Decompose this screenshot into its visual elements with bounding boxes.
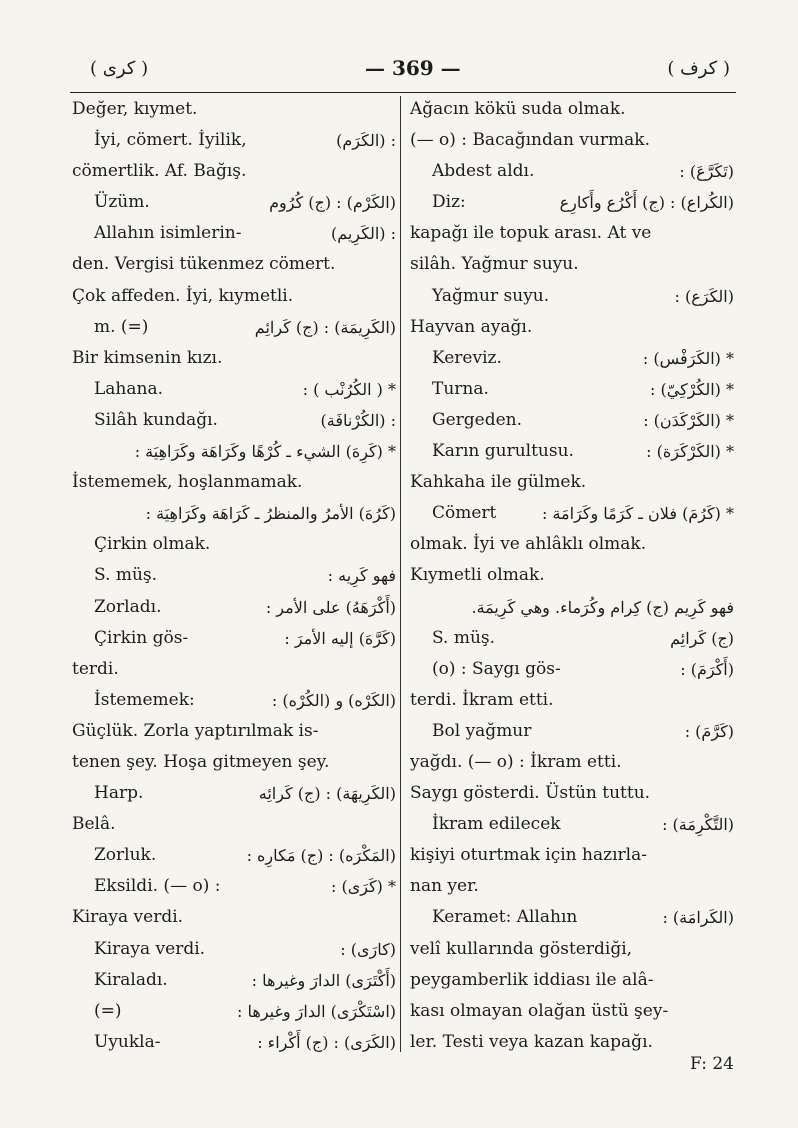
header-rule <box>70 92 736 93</box>
turkish-text: S. müş. <box>94 565 158 586</box>
arabic-headword: (أَكْرَهَهُ) على الأمر : <box>265 597 396 617</box>
dictionary-line <box>72 685 402 716</box>
dictionary-line <box>72 343 402 374</box>
turkish-text: nan yer. <box>410 876 479 897</box>
arabic-headword: (الكَرَع) : <box>674 286 734 306</box>
arabic-headword: * (الكَرَفْس) : <box>642 348 734 368</box>
turkish-text: Turna. <box>432 378 489 399</box>
arabic-headword: * (كَرُمَ) فلان ـ كَرَمًا وكَرَامَة : <box>541 504 734 524</box>
dictionary-line <box>72 405 402 436</box>
turkish-text: Allahın isimlerin- <box>94 223 242 244</box>
header-left-guide-word: ( كرى ) <box>90 58 149 79</box>
dictionary-line <box>410 934 740 965</box>
dictionary-line <box>72 840 402 871</box>
dictionary-line <box>72 529 402 560</box>
signature-mark: F: 24 <box>690 1054 734 1074</box>
dictionary-line <box>410 902 740 933</box>
dictionary-line <box>72 871 402 902</box>
dictionary-line <box>410 778 740 809</box>
left-column <box>72 94 402 1058</box>
dictionary-line <box>72 312 402 343</box>
arabic-headword: (أَكْتَرَى) الدارَ وغيرها : <box>251 970 396 990</box>
arabic-headword: فهو كَرِيه : <box>327 566 396 586</box>
turkish-text: Karın gurultusu. <box>432 441 574 462</box>
arabic-headword: (التَّكْرِمَة) : <box>662 815 734 835</box>
dictionary-line <box>72 374 402 405</box>
turkish-text: Üzüm. <box>94 192 150 213</box>
dictionary-line <box>410 156 740 187</box>
dictionary-line <box>410 187 740 218</box>
turkish-text: (o) : Saygı gös- <box>432 658 561 679</box>
turkish-text: S. müş. <box>432 627 496 648</box>
dictionary-line <box>72 560 402 591</box>
dictionary-line <box>410 560 740 591</box>
arabic-headword: * (الكُرْكِيّ) : <box>650 379 734 399</box>
arabic-headword: : (الكَرِيم) <box>330 224 396 244</box>
dictionary-line <box>72 934 402 965</box>
turkish-text: den. Vergisi tükenmez cömert. <box>72 254 336 275</box>
turkish-text: Kıymetli olmak. <box>410 565 545 586</box>
arabic-headword: فهو كَرِيم (ج) كِرام وكُرَماء. وهي كَرِيمَة. <box>471 597 734 617</box>
turkish-text: Silâh kundağı. <box>94 409 218 430</box>
turkish-text: m. (=) <box>94 316 149 337</box>
turkish-text: Abdest aldı. <box>432 161 535 182</box>
arabic-headword: (الكُراع) : (ج) أَكْرُع وأَكارِع <box>559 193 734 213</box>
dictionary-line <box>410 281 740 312</box>
dictionary-line <box>410 125 740 156</box>
dictionary-line <box>72 218 402 249</box>
dictionary-line <box>410 623 740 654</box>
dictionary-line <box>410 871 740 902</box>
arabic-headword: * (كَرِهَ) الشيء ـ كُرْهًا وكَرَاهَة وكَرَاهِيَة : <box>134 442 396 462</box>
dictionary-line <box>72 467 402 498</box>
turkish-text: Güçlük. Zorla yaptırılmak is- <box>72 720 319 741</box>
dictionary-line <box>72 716 402 747</box>
dictionary-line <box>72 187 402 218</box>
turkish-text: İyi, cömert. İyilik, <box>94 130 247 151</box>
dictionary-line <box>72 902 402 933</box>
turkish-text: ler. Testi veya kazan kapağı. <box>410 1031 653 1052</box>
turkish-text: peygamberlik iddiası ile alâ- <box>410 969 654 990</box>
turkish-text: Kiraya verdi. <box>94 938 206 959</box>
dictionary-line <box>410 809 740 840</box>
turkish-text: (=) <box>94 1000 122 1021</box>
arabic-headword: (اسْتَكْرَى) الدارَ وغيرها : <box>237 1001 396 1021</box>
arabic-headword: (كَرَّهَ) إليه الأمرَ : <box>284 628 396 648</box>
turkish-text: kişiyi oturtmak için hazırla- <box>410 845 647 866</box>
dictionary-line <box>72 965 402 996</box>
turkish-text: velî kullarında gösterdiği, <box>410 938 633 959</box>
arabic-headword: * (الكَرْكَدَن) : <box>643 410 734 430</box>
page-header <box>90 54 730 86</box>
turkish-text: tenen şey. Hoşa gitmeyen şey. <box>72 751 330 772</box>
dictionary-line <box>72 1027 402 1058</box>
turkish-text: Uyukla- <box>94 1031 161 1052</box>
right-column <box>410 94 740 1058</box>
arabic-headword: (كَرُهَ) الأمرُ والمنظرُ ـ كَرَاهَة وكَرَاهِيَة : <box>145 504 396 524</box>
dictionary-line <box>72 281 402 312</box>
turkish-text: Yağmur suyu. <box>432 285 550 306</box>
turkish-text: Saygı gösterdi. Üstün tuttu. <box>410 783 651 804</box>
arabic-headword: (الكَرَى) : (ج) أَكْراء : <box>257 1032 396 1052</box>
turkish-text: Harp. <box>94 783 144 804</box>
arabic-headword: (المَكْرَه) : (ج) مَكارِه : <box>246 846 396 866</box>
dictionary-line <box>410 840 740 871</box>
dictionary-line <box>410 374 740 405</box>
dictionary-line <box>72 623 402 654</box>
arabic-headword: (أَكْرَمَ) : <box>680 659 734 679</box>
dictionary-line <box>410 685 740 716</box>
arabic-headword: * (الكَرْكَرَة) : <box>646 442 734 462</box>
turkish-text: (— o) : Bacağından vurmak. <box>410 130 651 151</box>
arabic-headword: : (الكَرَم) <box>336 131 396 151</box>
arabic-headword: (الكَرِيهَة) : (ج) كَرائِه <box>258 784 396 804</box>
dictionary-line <box>410 654 740 685</box>
turkish-text: silâh. Yağmur suyu. <box>410 254 579 275</box>
arabic-headword: * ( الكُرُنْب ) : <box>302 379 396 399</box>
dictionary-line <box>410 747 740 778</box>
turkish-text: Diz: <box>432 192 466 213</box>
arabic-headword: (الكَرِيمَة) : (ج) كَرائِم <box>254 317 396 337</box>
dictionary-line <box>410 312 740 343</box>
turkish-text: Bol yağmur <box>432 720 532 741</box>
turkish-text: yağdı. (— o) : İkram etti. <box>410 751 622 772</box>
turkish-text: cömertlik. Af. Bağış. <box>72 161 247 182</box>
turkish-text: Eksildi. (— o) : <box>94 876 221 897</box>
dictionary-line <box>72 778 402 809</box>
dictionary-line <box>410 343 740 374</box>
turkish-text: İkram edilecek <box>432 814 561 835</box>
dictionary-line <box>410 94 740 125</box>
turkish-text: Kiraladı. <box>94 969 168 990</box>
dictionary-line <box>72 125 402 156</box>
dictionary-line <box>410 592 740 623</box>
dictionary-line <box>72 94 402 125</box>
turkish-text: kası olmayan olağan üstü şey- <box>410 1000 669 1021</box>
turkish-text: Hayvan ayağı. <box>410 316 533 337</box>
dictionary-line <box>410 405 740 436</box>
dictionary-line <box>72 436 402 467</box>
dictionary-line <box>72 809 402 840</box>
turkish-text: Kahkaha ile gülmek. <box>410 472 587 493</box>
arabic-headword: : (الكُرْنافَة) <box>320 410 396 430</box>
turkish-text: Çirkin gös- <box>94 627 189 648</box>
dictionary-line <box>72 156 402 187</box>
turkish-text: kapağı ile topuk arası. At ve <box>410 223 652 244</box>
dictionary-line <box>410 218 740 249</box>
turkish-text: Kiraya verdi. <box>72 907 184 928</box>
arabic-headword: (الكَرامَة) : <box>662 908 734 928</box>
header-right-guide-word: ( كرف ) <box>667 58 730 79</box>
dictionary-line <box>72 996 402 1027</box>
dictionary-line <box>410 996 740 1027</box>
dictionary-line <box>410 467 740 498</box>
turkish-text: Değer, kıymet. <box>72 99 198 119</box>
turkish-text: Zorluk. <box>94 845 157 866</box>
turkish-text: Zorladı. <box>94 596 162 617</box>
arabic-headword: * (كَرَى) : <box>330 877 396 897</box>
turkish-text: Lahana. <box>94 378 163 399</box>
dictionary-line <box>72 654 402 685</box>
turkish-text: Bir kimsenin kızı. <box>72 347 223 368</box>
dictionary-line <box>410 965 740 996</box>
arabic-headword: (ج) كَرائِم <box>670 628 734 648</box>
arabic-headword: (كارَى) : <box>340 939 396 959</box>
turkish-text: terdi. <box>72 658 119 679</box>
dictionary-line <box>72 592 402 623</box>
arabic-headword: (الكَرْم) : (ج) كُرُوم <box>269 193 396 213</box>
dictionary-line <box>410 529 740 560</box>
turkish-text: terdi. İkram etti. <box>410 689 554 710</box>
arabic-headword: (تَكَرَّعَ) : <box>679 162 734 182</box>
turkish-text: Cömert <box>432 503 497 524</box>
turkish-text: Gergeden. <box>432 409 523 430</box>
turkish-text: Çok affeden. İyi, kıymetli. <box>72 285 294 306</box>
dictionary-line <box>410 436 740 467</box>
turkish-text: Çirkin olmak. <box>94 534 211 555</box>
dictionary-line <box>410 498 740 529</box>
dictionary-line <box>410 249 740 280</box>
turkish-text: İstememek, hoşlanmamak. <box>72 472 303 493</box>
turkish-text: Ağacın kökü suda olmak. <box>410 99 626 119</box>
turkish-text: Belâ. <box>72 814 116 835</box>
dictionary-line <box>72 249 402 280</box>
arabic-headword: (الكَرْه) و (الكُرْه) : <box>271 690 396 710</box>
dictionary-line <box>72 747 402 778</box>
page-number: — 369 — <box>365 56 461 80</box>
dictionary-line <box>72 498 402 529</box>
turkish-text: olmak. İyi ve ahlâklı olmak. <box>410 534 647 555</box>
arabic-headword: (كَرَّمَ) : <box>684 721 734 741</box>
turkish-text: Kereviz. <box>432 347 502 368</box>
turkish-text: İstememek: <box>94 689 195 710</box>
turkish-text: Keramet: Allahın <box>432 907 578 928</box>
dictionary-line <box>410 716 740 747</box>
